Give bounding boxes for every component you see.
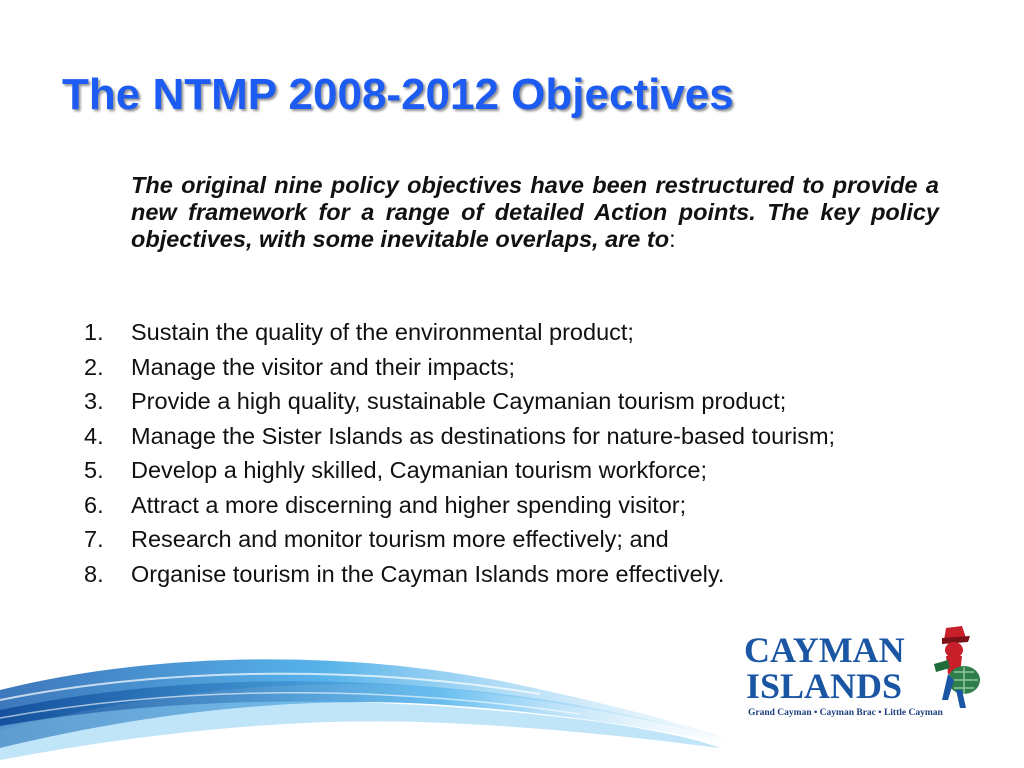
item-text: Develop a highly skilled, Caymanian tourism workforce; <box>131 457 707 483</box>
intro-suffix: : <box>669 226 676 252</box>
item-text: Organise tourism in the Cayman Islands more effectively. <box>131 560 725 587</box>
item-number: 4. <box>84 422 104 449</box>
intro-paragraph <box>131 172 939 253</box>
logo-tagline: Grand Cayman • Cayman Brac • Little Cayman <box>748 708 943 718</box>
item-number: 2. <box>84 353 104 380</box>
decorative-swoosh <box>0 630 760 768</box>
list-item <box>84 458 939 483</box>
item-text: Attract a more discerning and higher spending visitor; <box>131 491 687 518</box>
objectives-list <box>84 320 939 596</box>
cayman-islands-logo <box>738 618 988 728</box>
turtle-pirate-icon <box>926 624 982 710</box>
item-text: Manage the Sister Islands as destinations for nature-based tourism; <box>131 422 836 449</box>
item-number: 1. <box>84 319 104 345</box>
logo-text-line2: ISLANDS <box>746 666 903 706</box>
list-item <box>84 424 939 449</box>
slide-title: The NTMP 2008-2012 Objectives <box>62 70 734 119</box>
list-item <box>84 562 939 587</box>
list-item <box>84 527 939 552</box>
list-item <box>84 320 939 345</box>
intro-text: The original nine policy objectives have been restructured to provide a new framework for a range of detailed Action points. The key policy objectives, with some inevitable overlaps, are to <box>131 172 939 252</box>
list-item <box>84 389 939 414</box>
item-text: Manage the visitor and their impacts; <box>131 353 516 380</box>
item-number: 6. <box>84 491 104 518</box>
item-number: 3. <box>84 388 104 414</box>
item-text: Sustain the quality of the environmental product; <box>131 319 634 345</box>
logo-text-line1: CAYMAN <box>744 630 905 670</box>
list-item <box>84 493 939 518</box>
item-number: 5. <box>84 457 104 483</box>
item-text: Provide a high quality, sustainable Caymanian tourism product; <box>131 388 787 414</box>
item-number: 7. <box>84 526 104 552</box>
list-item <box>84 355 939 380</box>
item-number: 8. <box>84 560 104 587</box>
item-text: Research and monitor tourism more effectively; and <box>131 526 669 552</box>
